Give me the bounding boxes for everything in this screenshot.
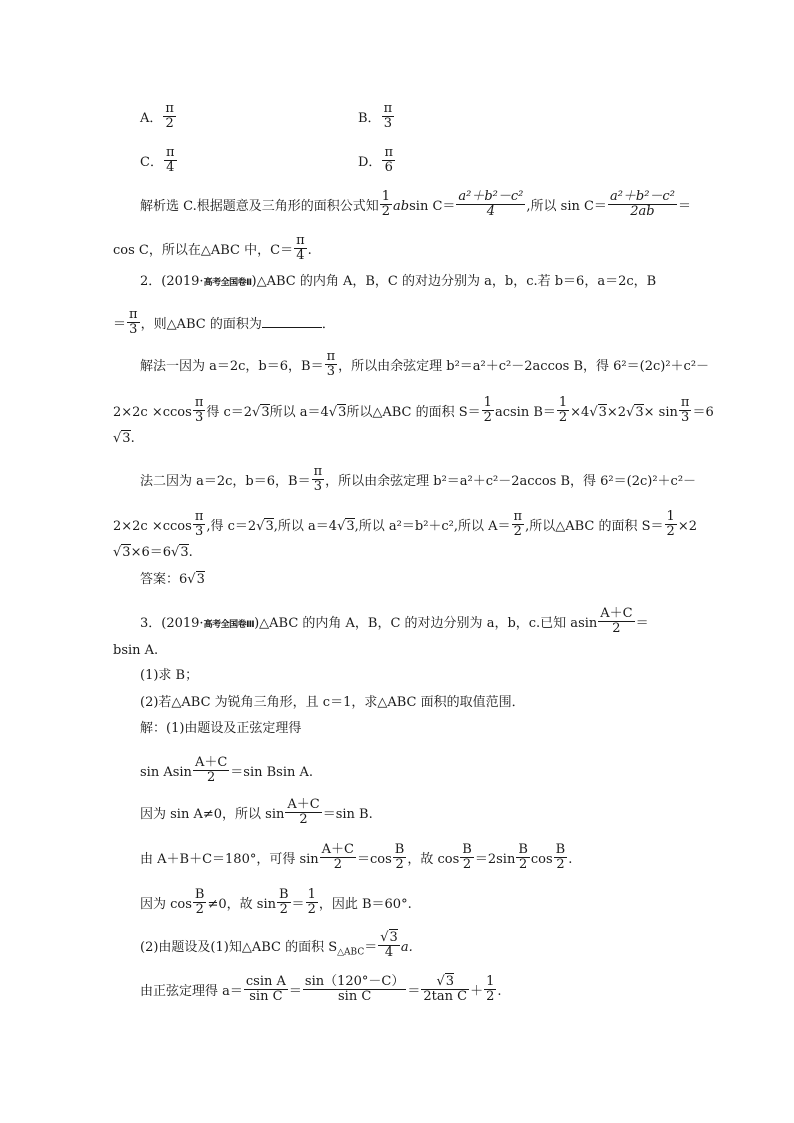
solution-3-line-4: 由 A＋B＋C＝180°，可得 sin $\frac{A+C}{2}$ ＝cos $\frac{B}{2}$ ，故 cos $\frac{B}{2}$ ＝2sin $\frac{B}{2}$ cos $\frac{B}{2}$ . [140,842,573,872]
answer-2: 答案：6√3 [140,572,205,587]
fraction: $\frac{1}{2}$ [381,189,391,219]
fraction: $\frac{\pi}{2}$ [165,101,174,131]
fraction: $\frac{\pi}{3}$ [194,395,204,425]
fraction: $\frac{1}{2}$ [558,395,568,425]
fraction: $\frac{\text{a²＋b²－c²}}{4}$ [458,189,524,219]
question-3-line-2: bsin A. [113,643,159,658]
option-a: A． $\frac{\pi}{2}$ [140,101,174,131]
question-3-line-1: 3．(2019·高考全国卷Ⅲ)△ABC 的内角 A，B，C 的对边分别为 a，b，c.已知 asin $\frac{A+C}{2}$ ＝ [140,606,649,636]
fraction: $\frac{1}{2}$ [666,509,675,539]
fraction: $\frac{A+C}{2}$ [194,755,228,785]
fraction: $\frac{√3}{\text{2tan C}}$ [423,974,468,1004]
fraction: $\frac{\pi}{3}$ [129,307,138,337]
fraction: $\frac{1}{2}$ [483,395,492,425]
fraction: $\frac{B}{2}$ [278,887,289,917]
fraction: $\frac{A+C}{2}$ [287,797,320,827]
solution-2a-line-3: √3. [113,431,135,446]
fraction: $\frac{B}{2}$ [194,887,205,917]
solution-2a-line-2: 2×2c ×ccos $\frac{\pi}{3}$ 得 c＝2√3所以 a＝4√3所以△ABC 的面积 S＝ $\frac{1}{2}$ acsin B＝ $\frac{1}{2}$ ×4√3×2√3× sin $\frac{\pi}{3}$ ＝6 [113,395,714,425]
source-tag: 高考全国卷Ⅲ [203,620,255,630]
fraction: $\frac{A+C}{2}$ [321,842,355,872]
fraction: $\frac{A+C}{2}$ [600,606,633,636]
fraction: $\frac{\pi}{3}$ [194,509,204,539]
option-c: C． $\frac{\pi}{4}$ [140,145,175,175]
fraction: $\frac{1}{2}$ [307,887,316,917]
fraction: $\frac{B}{2}$ [462,842,472,872]
option-d: D． $\frac{\pi}{6}$ [358,145,393,175]
solution-2b-line-1: 法二因为 a＝2c，b＝6，B＝ $\frac{\pi}{3}$ ，所以由余弦定理 b²＝a²＋c²－2accos B，得 6²＝(2c)²＋c²－ [140,464,697,494]
fraction: $\frac{B}{2}$ [394,842,405,872]
question-3-part-1: (1)求 B； [140,668,199,683]
solution-3-line-6: (2)由题设及(1)知△ABC 的面积 $S_{\triangle ABC}=$ $\frac{√3}{4}$ a. [140,930,413,960]
fraction: $\frac{\sin(120^\circ-C)}{\text{sin C}}$ [304,974,405,1004]
solution-3-line-1: 解：(1)由题设及正弦定理得 [140,721,302,736]
fraction: $\frac{B}{2}$ [518,842,528,872]
question-2-line-2: ＝ $\frac{\pi}{3}$ ，则△ABC 的面积为 ． [113,307,335,337]
solution-2a-line-1: 解法一因为 a＝2c，b＝6，B＝ $\frac{\pi}{3}$ ，所以由余弦定理 b²＝a²＋c²－2accos B，得 6²＝(2c)²＋c²－ [140,349,710,379]
question-3-part-2: (2)若△ABC 为锐角三角形，且 c＝1，求△ABC 面积的取值范围． [140,695,525,710]
analysis-1-line-1: 解析选 C.根据题意及三角形的面积公式知 $\frac{1}{2}$ absin C＝ $\frac{\text{a²＋b²－c²}}{4}$ ,所以 sin C＝ $\frac{\text{a²＋b²－c²}}{2ab}$ ＝ [140,189,691,219]
option-b: B． $\frac{\pi}{3}$ [358,101,393,131]
solution-2b-line-3: √3×6＝6√3. [113,545,193,560]
fraction: $\frac{\pi}{3}$ [383,101,393,131]
fraction: $\frac{\pi}{2}$ [513,509,523,539]
fraction: $\frac{\pi}{3}$ [680,395,690,425]
fraction: $\frac{\pi}{3}$ [313,464,323,494]
solution-3-line-7: 由正弦定理得 a＝ $\frac{\text{csin A}}{\text{sin C}}$ ＝ $\frac{\sin(120^\circ-C)}{\text{sin C}}$ ＝ $\frac{√3}{\text{2tan C}}$ ＋ $\frac{1}{2}$ . [140,974,502,1004]
fraction: $\frac{B}{2}$ [555,842,566,872]
solution-3-line-5: 因为 cos $\frac{B}{2}$ ≠0，故 sin $\frac{B}{2}$ ＝ $\frac{1}{2}$ ，因此 B＝60°. [140,887,412,917]
fraction: $\frac{\pi}{4}$ [296,233,305,263]
fraction: $\frac{\text{a²＋b²－c²}}{2ab}$ [609,189,675,219]
solution-2b-line-2: 2×2c ×ccos $\frac{\pi}{3}$ ,得 c＝2√3,所以 a＝4√3,所以 a²＝b²＋c²,所以 A＝ $\frac{\pi}{2}$ ,所以△ABC 的面积 S＝ $\frac{1}{2}$ ×2 [113,509,697,539]
fraction: $\frac{\pi}{6}$ [384,145,393,175]
fraction: $\frac{\text{csin A}}{\text{sin C}}$ [245,974,286,1004]
fraction: $\frac{√3}{4}$ [380,930,398,960]
fraction: $\frac{1}{2}$ [486,974,495,1004]
solution-3-line-2: sin Asin $\frac{A+C}{2}$ ＝sin Bsin A. [140,755,314,785]
fraction: $\frac{\pi}{4}$ [165,145,175,175]
source-tag: 高考全国卷Ⅱ [203,278,252,288]
analysis-1-line-2: cos C，所以在△ABC 中，C＝ $\frac{\pi}{4}$ . [113,233,312,263]
question-2-line-1: 2．(2019·高考全国卷Ⅱ)△ABC 的内角 A，B，C 的对边分别为 a，b，c.若 b＝6，a＝2c，B [140,274,657,289]
fraction: $\frac{\pi}{3}$ [326,349,336,379]
answer-blank [262,315,322,328]
solution-3-line-3: 因为 sin A≠0，所以 sin $\frac{A+C}{2}$ ＝sin B. [140,797,373,827]
